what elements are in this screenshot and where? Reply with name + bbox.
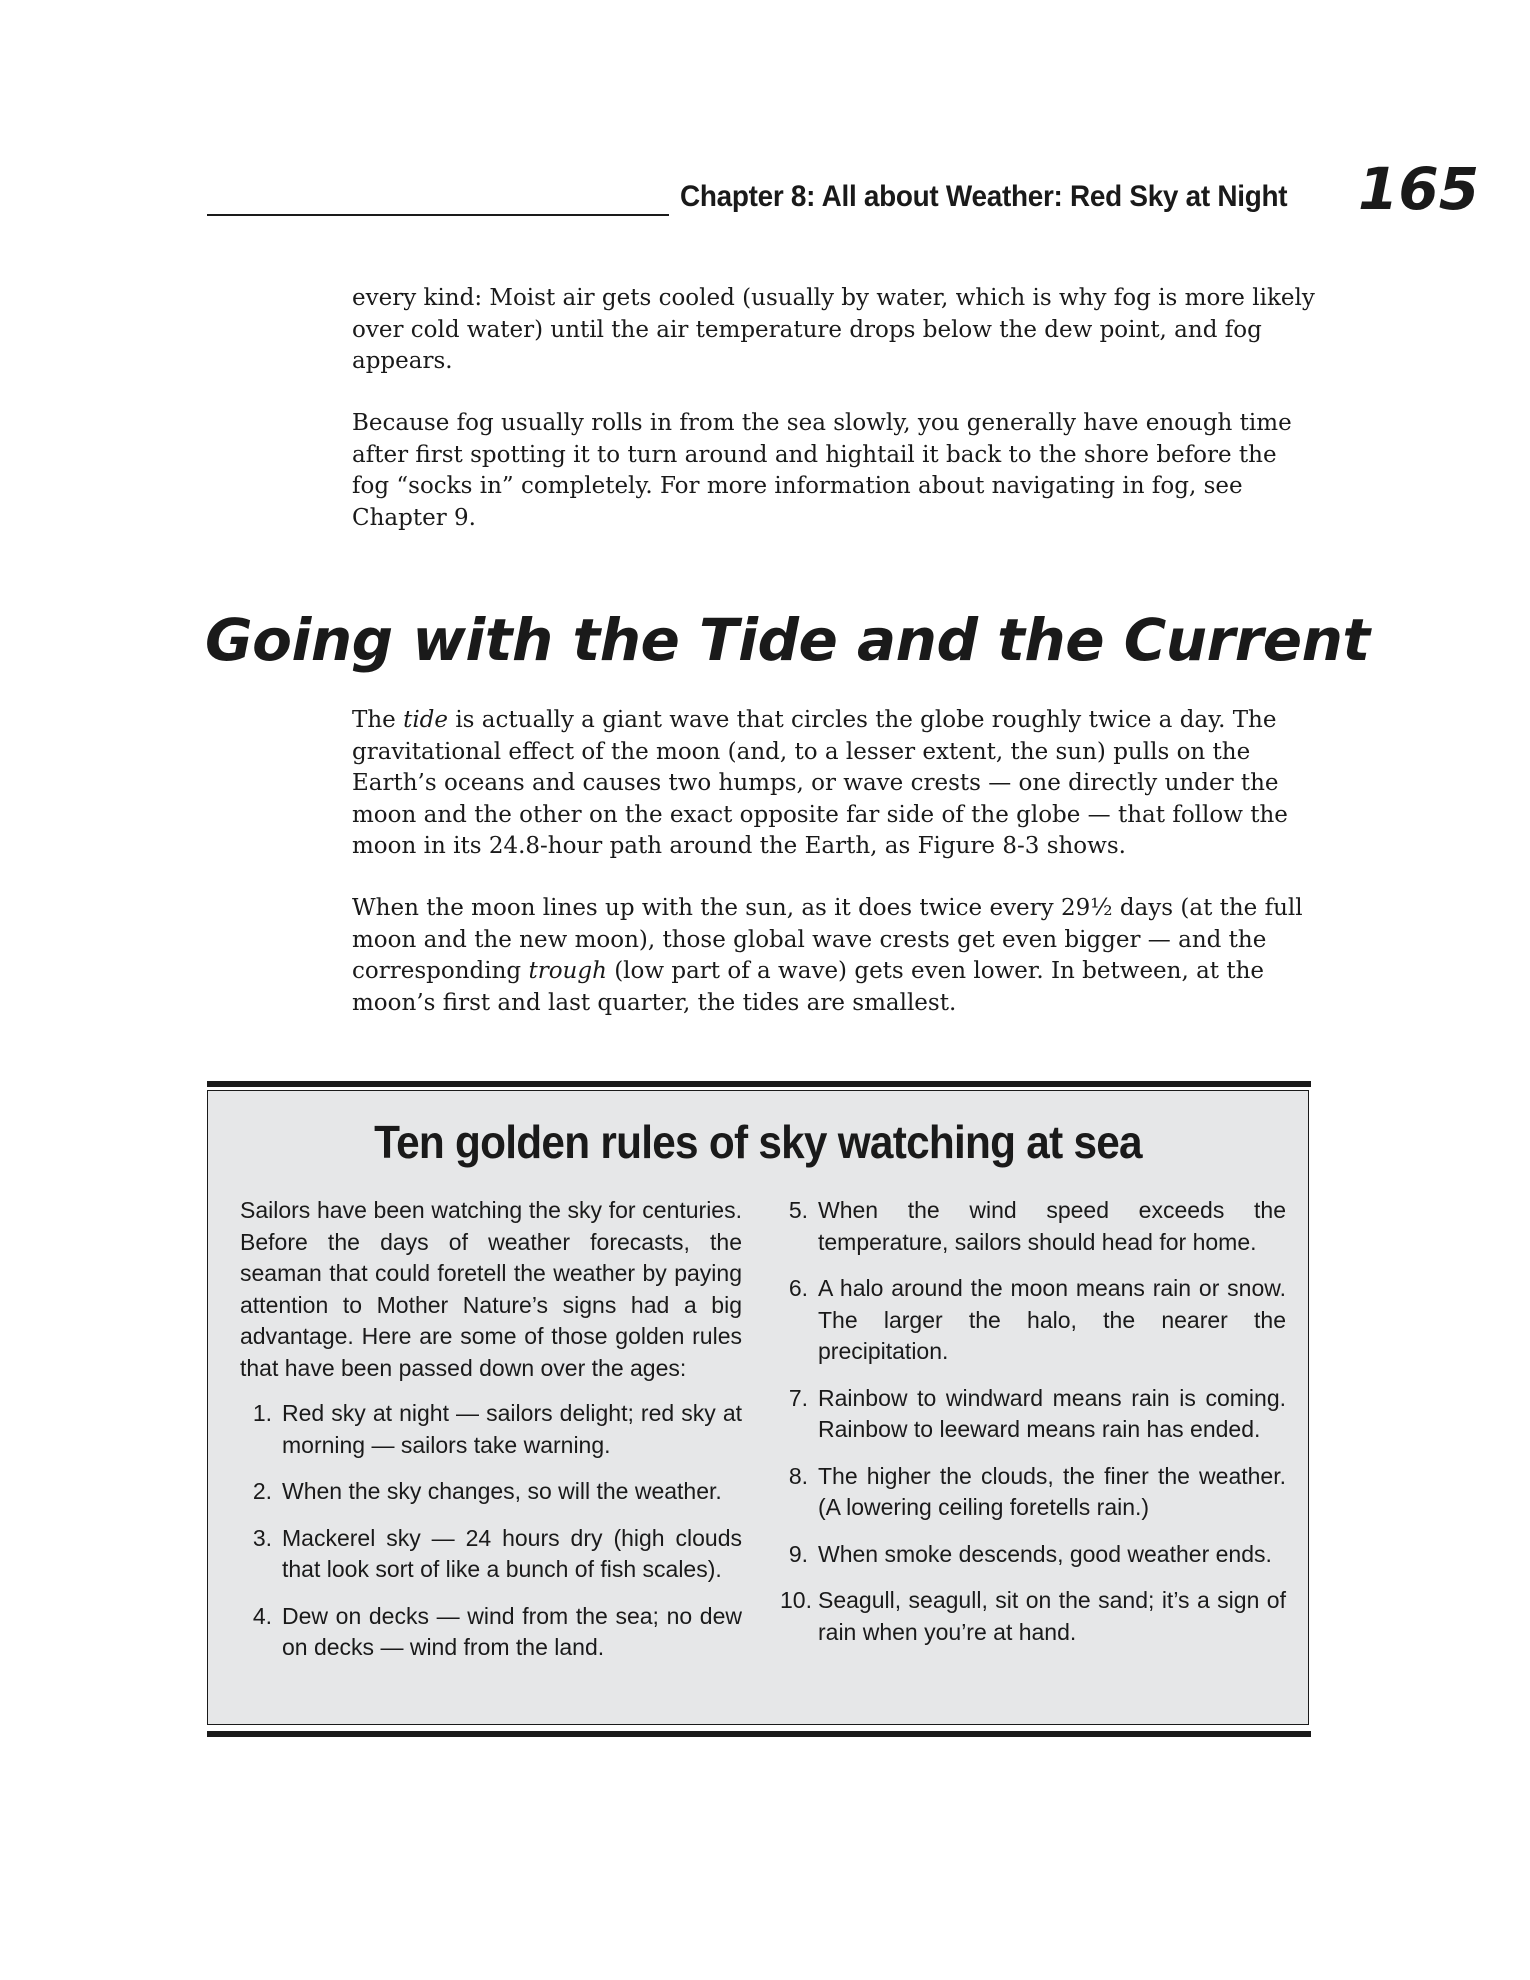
rule-number: 4. xyxy=(252,1602,272,1629)
section-heading: Going with the Tide and the Current xyxy=(205,606,1370,674)
sidebar-box xyxy=(207,1090,1309,1725)
sidebar-bottom-rule xyxy=(207,1731,1311,1737)
sidebar-left-column xyxy=(240,1195,742,1679)
rule-list-right xyxy=(780,1195,1286,1648)
rule-text: Dew on decks — wind from the sea; no dew on decks — wind from the land. xyxy=(282,1602,742,1660)
sidebar-right-column xyxy=(780,1195,1286,1663)
rule-number: 5. xyxy=(788,1197,808,1223)
term-tide: tide xyxy=(403,707,449,733)
paragraph-tide-start: The xyxy=(352,707,404,733)
rule-number: 3. xyxy=(252,1524,272,1551)
list-item xyxy=(240,1601,742,1664)
rule-text: When smoke descends, good weather ends. xyxy=(818,1540,1272,1567)
rule-number: 7. xyxy=(788,1384,808,1411)
list-item xyxy=(240,1523,742,1586)
header-rule xyxy=(207,214,669,216)
rule-text: A halo around the moon means rain or snow. The larger the halo, the nearer the precipitation. xyxy=(818,1275,1286,1364)
sidebar-top-rule xyxy=(207,1081,1311,1087)
list-item xyxy=(780,1195,1286,1258)
rule-number: 1. xyxy=(252,1400,272,1426)
rule-number: 2. xyxy=(252,1478,272,1504)
rule-number: 8. xyxy=(788,1462,808,1489)
rule-number: 10. xyxy=(780,1587,812,1613)
list-item xyxy=(780,1585,1286,1648)
rule-number: 9. xyxy=(788,1540,808,1567)
sidebar-intro: Sailors have been watching the sky for centuries. Before the days of weather forecasts, the seaman that could foretell the weather by paying attention to Mother Nature’s signs had a big advantage. Here are some of those golden rules that have been passed down over the ages: xyxy=(240,1197,742,1381)
sidebar-title: Ten golden rules of sky watching at sea xyxy=(374,1116,1142,1168)
paragraph-tide xyxy=(352,705,1320,863)
list-item xyxy=(780,1383,1286,1446)
term-trough: trough xyxy=(528,958,607,984)
paragraph-fog-formation: every kind: Moist air gets cooled (usually by water, which is why fog is more likely over cold water) until the air temperature drops below the dew point, and fog appears. xyxy=(352,285,1315,374)
list-item xyxy=(780,1539,1286,1571)
paragraph-trough-start: When the moon lines up with the sun, as it does twice every 29½ days (at the full moon and the new moon), those global wave crests get even bigger — and the corresponding xyxy=(352,895,1303,984)
list-item xyxy=(780,1273,1286,1368)
list-item xyxy=(240,1476,742,1508)
paragraph-fog-navigation: Because fog usually rolls in from the sea slowly, you generally have enough time after first spotting it to turn around and hightail it back to the shore before the fog “socks in” completely. For more information about navigating in fog, see Chapter 9. xyxy=(352,410,1292,531)
rule-text: Mackerel sky — 24 hours dry (high clouds that look sort of like a bunch of fish scales). xyxy=(282,1524,742,1582)
rule-text: The higher the clouds, the finer the weather. (A lowering ceiling foretells rain.) xyxy=(818,1462,1286,1520)
paragraph-trough-rest: (low part of a wave) gets even lower. In between, at the moon’s first and last quarter, the tides are smallest. xyxy=(352,958,1265,1016)
list-item xyxy=(240,1398,742,1461)
rule-text: Rainbow to windward means rain is coming. Rainbow to leeward means rain has ended. xyxy=(818,1384,1286,1442)
rule-text: When the sky changes, so will the weather. xyxy=(282,1478,722,1504)
page-number: 165 xyxy=(1358,155,1480,223)
list-item xyxy=(780,1461,1286,1524)
rule-text: Red sky at night — sailors delight; red sky at morning — sailors take warning. xyxy=(282,1400,742,1458)
rule-number: 6. xyxy=(788,1275,808,1301)
paragraph-tide-rest: is actually a giant wave that circles the globe roughly twice a day. The gravitational effect of the moon (and, to a lesser extent, the sun) pulls on the Earth’s oceans and causes two humps, or wave crests — one directly under the moon and the other on the exact opposite far side of the globe — that follow the moon in its 24.8-hour path around the Earth, as Figure 8-3 shows. xyxy=(352,707,1288,859)
rule-text: When the wind speed exceeds the temperature, sailors should head for home. xyxy=(818,1197,1286,1255)
paragraph-trough xyxy=(352,893,1320,1019)
running-head: Chapter 8: All about Weather: Red Sky at Night xyxy=(680,180,1288,213)
rule-list-left xyxy=(240,1398,742,1664)
rule-text: Seagull, seagull, sit on the sand; it’s a sign of rain when you’re at hand. xyxy=(818,1587,1286,1645)
